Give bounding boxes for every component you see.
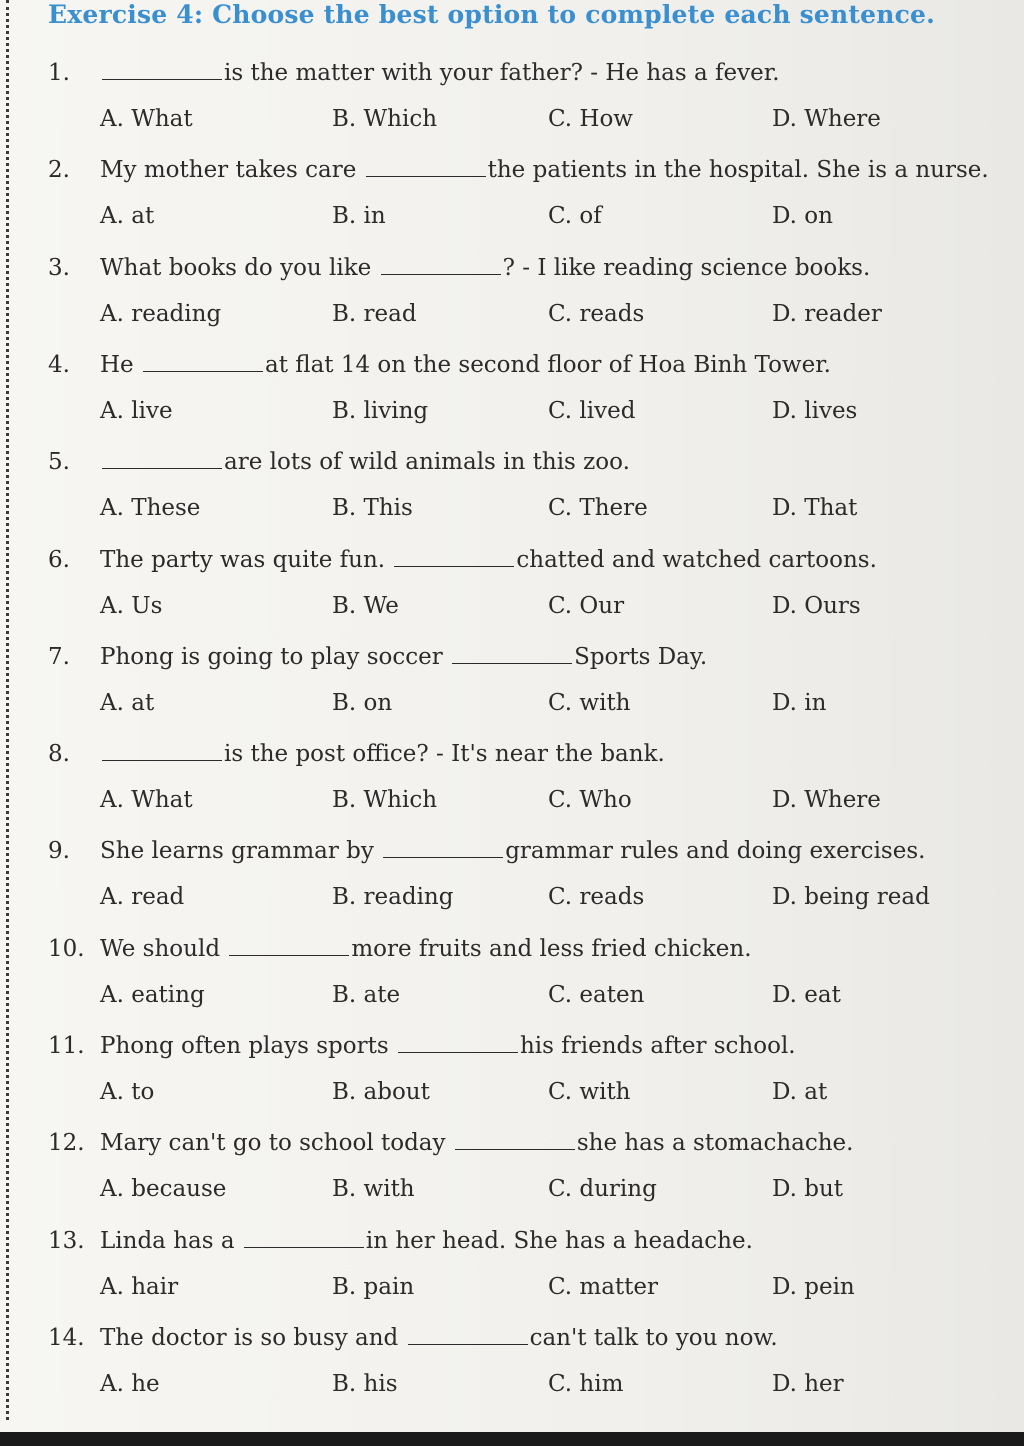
question-sentence (48, 60, 780, 86)
option-b[interactable]: B. his (332, 1371, 398, 1397)
option-b[interactable]: B. ate (332, 982, 401, 1008)
question-item (48, 352, 1008, 450)
question-sentence (48, 547, 877, 573)
option-c[interactable]: C. with (548, 690, 631, 716)
option-c[interactable]: C. Our (548, 593, 625, 619)
option-b[interactable]: B. Which (332, 787, 438, 813)
question-sentence (48, 157, 989, 183)
option-c[interactable]: C. him (548, 1371, 624, 1397)
question-sentence (48, 838, 925, 864)
question-item (48, 157, 1008, 255)
option-a[interactable]: A. at (100, 690, 155, 716)
option-a[interactable]: A. Us (100, 593, 163, 619)
sentence-end: is the matter with your father? - He has a fever. (224, 60, 780, 86)
sentence-end: his friends after school. (519, 1033, 796, 1059)
option-d[interactable]: D. in (772, 690, 827, 716)
question-item (48, 1228, 1008, 1326)
option-c[interactable]: C. eaten (548, 982, 645, 1008)
option-a[interactable]: A. read (100, 884, 185, 910)
question-number: 4. (48, 352, 70, 378)
question-item (48, 741, 1008, 839)
question-number: 6. (48, 547, 70, 573)
question-number: 13. (48, 1228, 85, 1254)
sentence-start: She learns grammar by (100, 838, 374, 864)
option-d[interactable]: D. Where (772, 106, 881, 132)
option-d[interactable]: D. Where (772, 787, 881, 813)
option-c[interactable]: C. reads (548, 884, 645, 910)
question-item (48, 1325, 1008, 1423)
sentence-end: Sports Day. (574, 644, 708, 670)
option-a[interactable]: A. because (100, 1176, 227, 1202)
question-number: 10. (48, 936, 85, 962)
question-number: 3. (48, 255, 70, 281)
sentence-end: chatted and watched cartoons. (516, 547, 877, 573)
question-number: 9. (48, 838, 70, 864)
option-c[interactable]: C. Who (548, 787, 632, 813)
option-d[interactable]: D. her (772, 1371, 844, 1397)
option-a[interactable]: A. These (100, 495, 201, 521)
sentence-start: Phong often plays sports (100, 1033, 389, 1059)
option-c[interactable]: C. There (548, 495, 648, 521)
question-sentence (48, 1033, 796, 1059)
question-item (48, 936, 1008, 1034)
question-item (48, 1130, 1008, 1228)
option-a[interactable]: A. hair (100, 1274, 179, 1300)
option-d[interactable]: D. eat (772, 982, 841, 1008)
answer-blank[interactable] (394, 552, 514, 567)
option-d[interactable]: D. lives (772, 398, 858, 424)
question-number: 2. (48, 157, 70, 183)
sentence-start: What books do you like (100, 255, 372, 281)
sentence-start: He (100, 352, 134, 378)
answer-blank[interactable] (455, 1135, 575, 1150)
sentence-start: Mary can't go to school today (100, 1130, 446, 1156)
option-b[interactable]: B. This (332, 495, 413, 521)
option-c[interactable]: C. reads (548, 301, 645, 327)
answer-blank[interactable] (102, 746, 222, 761)
answer-blank[interactable] (366, 162, 486, 177)
option-a[interactable]: A. What (100, 106, 193, 132)
option-a[interactable]: A. at (100, 203, 155, 229)
question-number: 14. (48, 1325, 85, 1351)
sentence-start: The doctor is so busy and (100, 1325, 399, 1351)
option-d[interactable]: D. but (772, 1176, 844, 1202)
question-number: 5. (48, 449, 70, 475)
sentence-end: ? - I like reading science books. (502, 255, 871, 281)
sentence-end: she has a stomachache. (576, 1130, 854, 1156)
option-d[interactable]: D. That (772, 495, 858, 521)
question-number: 1. (48, 60, 70, 86)
question-number: 8. (48, 741, 70, 767)
option-b[interactable]: B. living (332, 398, 429, 424)
answer-blank[interactable] (452, 649, 572, 664)
option-d[interactable]: D. Ours (772, 593, 861, 619)
question-number: 11. (48, 1033, 85, 1059)
option-b[interactable]: B. Which (332, 106, 438, 132)
option-d[interactable]: D. reader (772, 301, 882, 327)
option-c[interactable]: C. lived (548, 398, 636, 424)
sentence-start: My mother takes care (100, 157, 357, 183)
question-number: 7. (48, 644, 70, 670)
bottom-border (0, 1432, 1024, 1446)
binding-edge (6, 0, 9, 1420)
sentence-end: more fruits and less fried chicken. (351, 936, 752, 962)
option-b[interactable]: B. pain (332, 1274, 415, 1300)
option-a[interactable]: A. to (100, 1079, 155, 1105)
option-d[interactable]: D. on (772, 203, 833, 229)
option-d[interactable]: D. pein (772, 1274, 855, 1300)
answer-blank[interactable] (229, 941, 349, 956)
answer-blank[interactable] (383, 843, 503, 858)
question-sentence (48, 449, 630, 475)
sentence-end: grammar rules and doing exercises. (505, 838, 926, 864)
sentence-end: can't talk to you now. (529, 1325, 778, 1351)
sentence-start: Linda has a (100, 1228, 235, 1254)
option-a[interactable]: A. he (100, 1371, 160, 1397)
option-b[interactable]: B. We (332, 593, 399, 619)
option-c[interactable]: C. matter (548, 1274, 659, 1300)
question-item (48, 547, 1008, 645)
option-a[interactable]: A. live (100, 398, 173, 424)
option-d[interactable]: D. being read (772, 884, 930, 910)
sentence-end: is the post office? - It's near the bank. (224, 741, 665, 767)
option-c[interactable]: C. of (548, 203, 602, 229)
sentence-end: the patients in the hospital. She is a nurse. (487, 157, 989, 183)
answer-blank[interactable] (244, 1233, 364, 1248)
question-item (48, 60, 1008, 158)
question-sentence (48, 1130, 853, 1156)
option-b[interactable]: B. read (332, 301, 417, 327)
question-item (48, 838, 1008, 936)
option-b[interactable]: B. on (332, 690, 393, 716)
answer-blank[interactable] (408, 1330, 528, 1345)
sentence-end: at flat 14 on the second floor of Hoa Binh Tower. (264, 352, 831, 378)
question-sentence (48, 1228, 753, 1254)
question-sentence (48, 936, 752, 962)
answer-blank[interactable] (398, 1038, 518, 1053)
option-b[interactable]: B. in (332, 203, 386, 229)
sentence-start: We should (100, 936, 221, 962)
question-sentence (48, 644, 707, 670)
question-item (48, 1033, 1008, 1131)
option-b[interactable]: B. reading (332, 884, 454, 910)
sentence-end: are lots of wild animals in this zoo. (224, 449, 630, 475)
answer-blank[interactable] (143, 357, 263, 372)
option-b[interactable]: B. about (332, 1079, 430, 1105)
option-c[interactable]: C. How (548, 106, 633, 132)
sentence-end: in her head. She has a headache. (365, 1228, 753, 1254)
option-c[interactable]: C. during (548, 1176, 657, 1202)
option-c[interactable]: C. with (548, 1079, 631, 1105)
question-sentence (48, 1325, 778, 1351)
question-item (48, 449, 1008, 547)
question-sentence (48, 255, 870, 281)
option-b[interactable]: B. with (332, 1176, 415, 1202)
answer-blank[interactable] (381, 260, 501, 275)
option-a[interactable]: A. What (100, 787, 193, 813)
question-sentence (48, 352, 831, 378)
question-sentence (48, 741, 665, 767)
answer-blank[interactable] (102, 65, 222, 80)
sentence-start: The party was quite fun. (100, 547, 386, 573)
option-a[interactable]: A. reading (100, 301, 222, 327)
option-d[interactable]: D. at (772, 1079, 828, 1105)
question-item (48, 644, 1008, 742)
question-number: 12. (48, 1130, 85, 1156)
answer-blank[interactable] (102, 454, 222, 469)
sentence-start: Phong is going to play soccer (100, 644, 443, 670)
exercise-title: Exercise 4: Choose the best option to complete each sentence. (48, 0, 936, 29)
option-a[interactable]: A. eating (100, 982, 205, 1008)
question-item (48, 255, 1008, 353)
